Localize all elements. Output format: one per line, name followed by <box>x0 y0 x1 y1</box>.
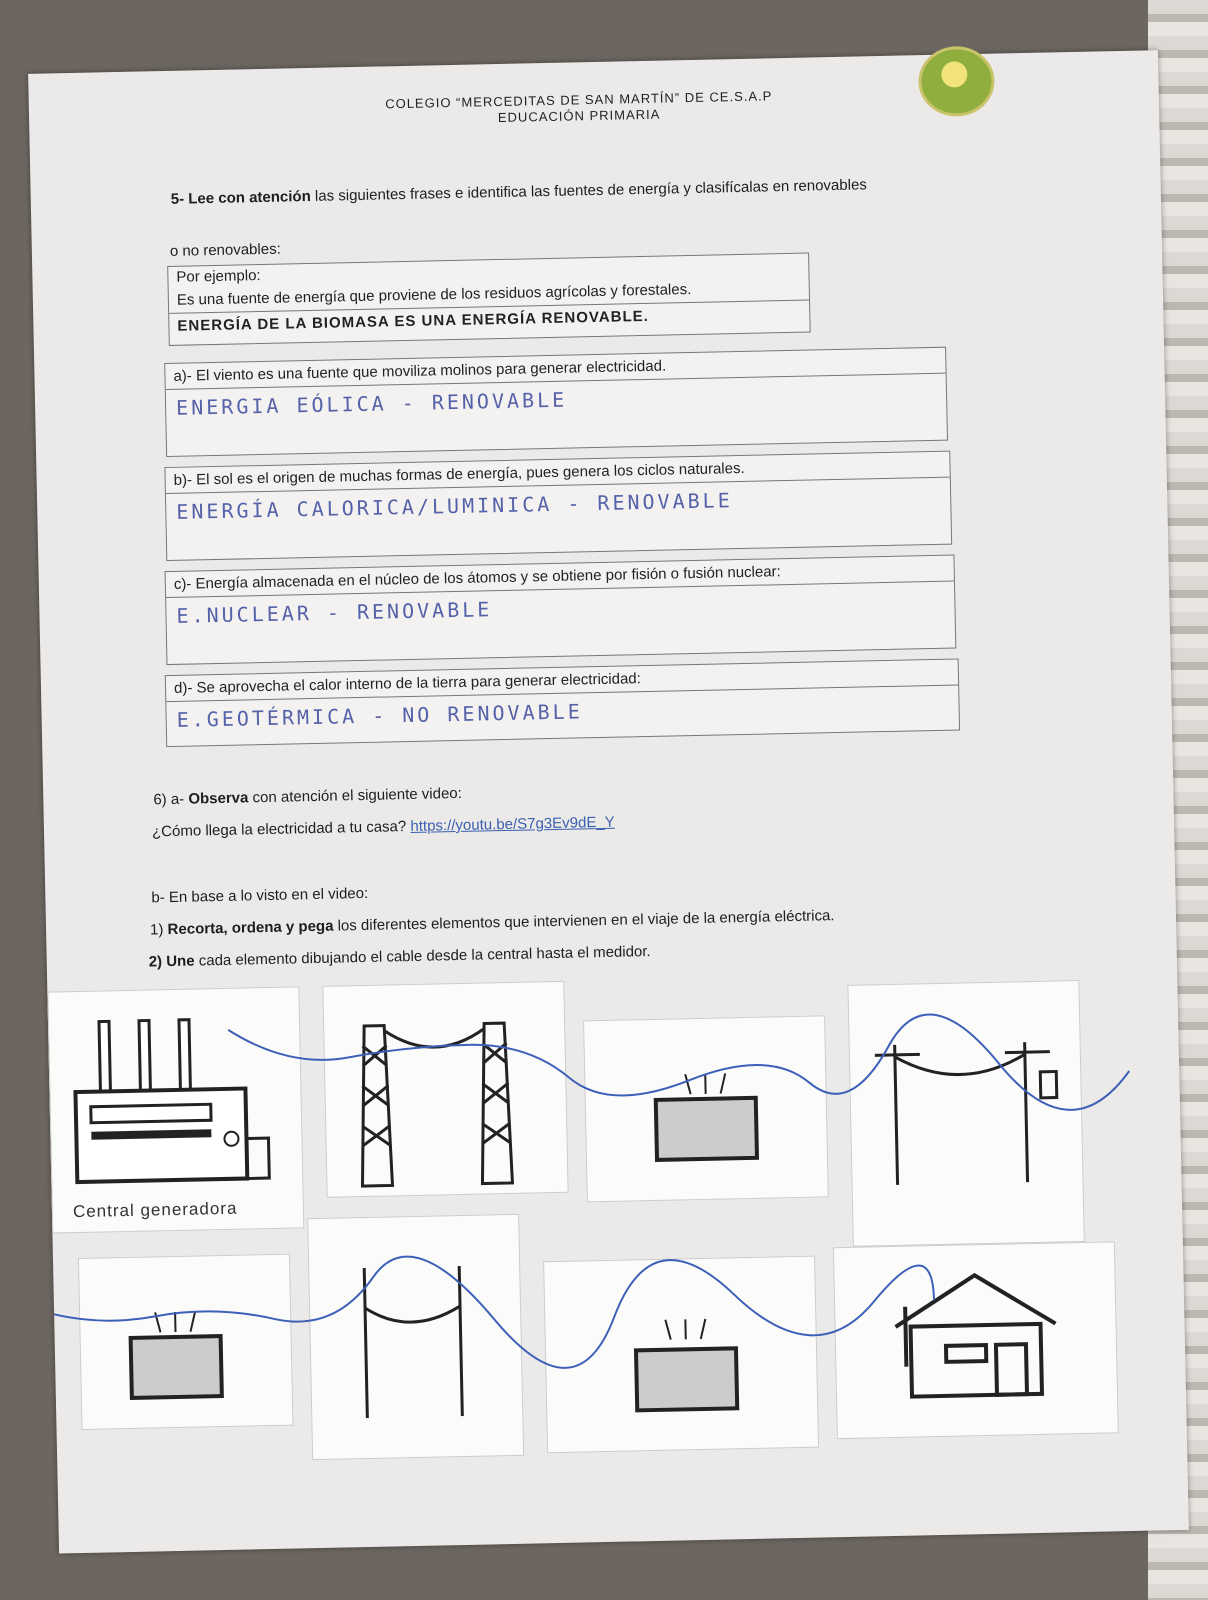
item-d-prompt: d)- Se aprovecha el calor interno de la tierra para generar electricidad: <box>166 659 958 702</box>
example-answer: ENERGÍA DE LA BIOMASA ES UNA ENERGÍA RENOVABLE. <box>177 307 650 335</box>
q5-text: las siguientes frases e identifica las fuentes de energía y clasifícalas en renovables <box>314 176 867 205</box>
item-d-answer: E.GEOTÉRMICA - NO RENOVABLE <box>176 699 583 732</box>
item-c-answer: E.NUCLEAR - RENOVABLE <box>176 597 493 628</box>
item-b-prompt: b)- El sol es el origen de muchas formas de energía, pues genera los ciclos naturales. <box>165 452 949 494</box>
example-sentence: Es una fuente de energía que proviene de los residuos agrícolas y forestales. <box>169 275 809 314</box>
power-plant-label: Central generadora <box>72 1198 238 1222</box>
q6b1-text: los diferentes elementos que intervienen en el viaje de la energía eléctrica. <box>337 907 835 935</box>
q6b2-bold: 2) Une <box>148 952 195 971</box>
q6a-number: 6) a- <box>153 790 185 809</box>
q6b1-number: 1) <box>149 921 164 939</box>
item-a-prompt: a)- El viento es una fuente que moviliza molinos para generar electricidad. <box>165 348 945 390</box>
q6b1-bold: Recorta, ordena y pega <box>167 917 334 939</box>
worksheet-page <box>28 50 1189 1553</box>
drawn-cable <box>28 50 1189 1553</box>
item-a-answer: ENERGIA EÓLICA - RENOVABLE <box>175 387 568 420</box>
q6b: b- En base a lo visto en el video: <box>151 884 369 907</box>
q5-lead: 5- Lee con atención <box>170 187 316 208</box>
q6a-text: con atención el siguiente video: <box>252 784 463 807</box>
q6a-verb: Observa <box>188 789 249 808</box>
item-c-prompt: c)- Energía almacenada en el núcleo de los átomos y se obtiene por fisión o fusión nuclear: <box>166 556 954 598</box>
video-link[interactable]: https://youtu.be/S7g3Ev9dE_Y <box>410 813 615 835</box>
q6b2-text: cada elemento dibujando el cable desde la central hasta el medidor. <box>198 942 651 970</box>
item-b-answer: ENERGÍA CALORICA/LUMINICA - RENOVABLE <box>176 488 733 524</box>
school-level: EDUCACIÓN PRIMARIA <box>497 106 661 126</box>
school-name: COLEGIO “MERCEDITAS DE SAN MARTÍN” DE CE.S.A.P <box>385 88 773 112</box>
q6-question-text: ¿Cómo llega la electricidad a tu casa? <box>151 818 407 841</box>
example-label: Por ejemplo: <box>176 267 261 286</box>
q5-continuation: o no renovables: <box>169 240 281 260</box>
